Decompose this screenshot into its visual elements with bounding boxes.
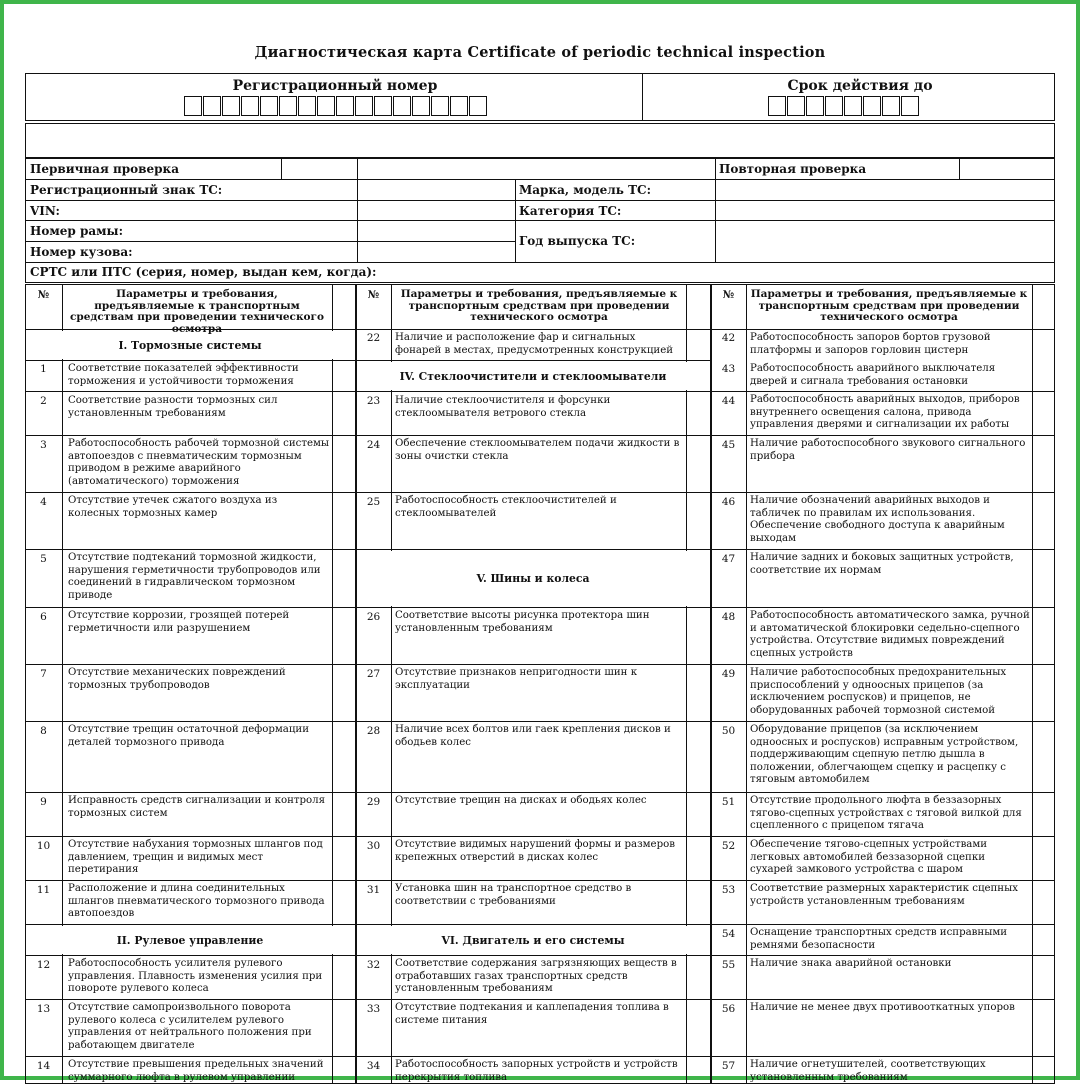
item-number: 49 [721,668,736,680]
item-text: Работоспособность аварийного выключателя дверей и сигнала требования остановки [750,363,996,387]
item-text: Наличие не менее двух противооткатных упоров [750,1002,1015,1013]
item-text: Отсутствие подтеканий тормозной жидкости, нарушения герметичности трубопроводов или соединений в гидравлическом тормозном приводе [68,552,321,601]
item-number: 23 [366,395,381,407]
item-number: 28 [366,725,381,737]
item-number: 5 [40,553,47,565]
item-text: Наличие задних и боковых защитных устройств, соответствие их нормам [750,552,1014,576]
item-number: 54 [721,928,736,940]
item-number: 13 [36,1003,51,1015]
item-number: 30 [366,840,381,852]
col3-params-header: Параметры и требования, предъявляемые к транспортным средствам при проведении технического осмотра [750,288,1028,323]
section-wipers: IV. Стеклоочистители и стеклоомыватели [399,370,667,383]
item-text: Отсутствие продольного люфта в беззазорных тягово-сцепных устройствах с тяговой вилкой для сцепленного с прицепом тягача [750,795,1022,831]
item-text: Оснащение транспортных средств исправными ремнями безопасности [750,927,1008,951]
item-number: 46 [721,496,736,508]
item-text: Работоспособность автоматического замка, ручной и автоматической блокировки седельно-сцепного устройства. Отсутствие видимых повреждений сцепных устройств [750,610,1030,659]
item-number: 11 [36,884,51,896]
item-text: Обеспечение тягово-сцепных устройствами легковых автомобилей беззазорной сцепки сухарей замкового устройства с шаром [750,839,988,875]
item-number: 2 [40,395,47,407]
item-text: Соответствие разности тормозных сил установленным требованиям [68,395,278,419]
item-number: 24 [366,439,381,451]
col1-no-header: № [37,289,50,301]
srts-label: СРТС или ПТС (серия, номер, выдан кем, когда): [30,265,377,279]
item-number: 27 [366,668,381,680]
item-text: Соответствие содержания загрязняющих веществ в отработавших газах транспортных средств установленным требованиям [395,958,677,994]
item-text: Расположение и длина соединительных шлангов пневматического тормозного привода автопоездов [68,883,325,919]
section-steering: II. Рулевое управление [116,934,264,947]
item-number: 7 [40,668,47,680]
item-number: 51 [721,796,736,808]
item-text: Оборудование прицепов (за исключением одноосных и роспусков) исправным устройством, поддерживающим сцепную петлю дышла в положении, облегчающем сцепку и расцепку с тяговым автомобилем [750,724,1019,785]
item-text: Наличие обозначений аварийных выходов и табличек по правилам их использования. Обеспечение свободного доступа к аварийным выходам [750,495,1005,544]
item-text: Отсутствие самопроизвольного поворота рулевого колеса с усилителем рулевого управления от нейтрального положения при работающем двигателе [68,1002,312,1051]
item-text: Отсутствие превышения предельных значений суммарного люфта в рулевом управлении [68,1059,324,1083]
item-text: Наличие работоспособного звукового сигнального прибора [750,438,1026,462]
item-text: Наличие огнетушителей, соответствующих установленным требованиям [750,1059,986,1083]
item-number: 56 [721,1003,736,1015]
item-text: Отсутствие видимых нарушений формы и размеров крепежных отверстий в дисках колес [395,839,675,863]
item-text: Работоспособность запоров бортов грузовой платформы и запоров горловин цистерн [750,332,991,356]
item-text: Обеспечение стеклоомывателем подачи жидкости в зоны очистки стекла [395,438,680,462]
col3-no-header: № [722,289,735,301]
year-label: Год выпуска ТС: [519,234,636,248]
item-text: Наличие стеклоочистителя и форсунки стеклоомывателя ветрового стекла [395,395,611,419]
item-number: 42 [721,332,736,344]
item-number: 52 [721,840,736,852]
col2-no-header: № [367,289,380,301]
item-number: 10 [36,840,51,852]
item-text: Наличие всех болтов или гаек крепления дисков и ободьев колес [395,724,671,748]
make-model-label: Марка, модель ТС: [519,183,651,197]
item-number: 48 [721,611,736,623]
item-number: 34 [366,1060,381,1072]
item-number: 55 [721,959,736,971]
item-text: Работоспособность рабочей тормозной системы автопоездов с пневматическим тормозным приводом в режиме аварийного (автоматического) торможения [68,438,330,487]
item-text: Исправность средств сигнализации и контроля тормозных систем [68,795,326,819]
item-number: 1 [40,363,47,375]
item-text: Отсутствие признаков непригодности шин к эксплуатации [395,667,638,691]
item-text: Отсутствие трещин остаточной деформации деталей тормозного привода [68,724,309,748]
item-number: 3 [40,439,47,451]
item-number: 22 [366,332,381,344]
item-text: Работоспособность усилителя рулевого управления. Плавность изменения усилия при повороте рулевого колеса [68,958,323,994]
item-number: 25 [366,496,381,508]
item-number: 4 [40,496,47,508]
item-text: Соответствие показателей эффективности торможения и устойчивости торможения [68,363,299,387]
vin-label: VIN: [30,204,60,218]
item-number: 29 [366,796,381,808]
item-text: Отсутствие трещин на дисках и ободьях колес [395,795,647,806]
item-number: 12 [36,959,51,971]
item-number: 9 [40,796,47,808]
item-number: 31 [366,884,381,896]
document-title: Диагностическая карта Certificate of periodic technical inspection [254,44,826,61]
item-number: 26 [366,611,381,623]
item-text: Наличие работоспособных предохранительных приспособлений у одноосных прицепов (за исключением роспусков) и прицепов, не оборудованных рабочей тормозной системой [750,667,1007,716]
item-text: Отсутствие коррозии, грозящей потерей герметичности или разрушением [68,610,290,634]
item-number: 33 [366,1003,381,1015]
col1-params-header: Параметры и требования, предъявляемые к транспортным средствам при проведении технического осмотра [70,288,324,335]
item-number: 43 [721,363,736,375]
item-number: 47 [721,553,736,565]
item-number: 8 [40,725,47,737]
item-text: Соответствие размерных характеристик сцепных устройств установленным требованиям [750,883,1018,907]
item-text: Отсутствие подтекания и каплепадения топлива в системе питания [395,1002,669,1026]
reg-number-cells[interactable] [184,96,488,116]
item-text: Установка шин на транспортное средство в соответствии с требованиями [395,883,632,907]
reg-number-label: Регистрационный номер [232,78,438,94]
frame-number-label: Номер рамы: [30,224,124,238]
item-number: 14 [36,1060,51,1072]
blank-row [25,123,1055,158]
item-text: Соответствие высоты рисунка протектора шин установленным требованиям [395,610,650,634]
body-number-label: Номер кузова: [30,245,133,259]
col2-params-header: Параметры и требования, предъявляемые к транспортным средствам при проведении технического осмотра [400,288,678,323]
item-text: Работоспособность аварийных выходов, приборов внутреннего освещения салона, привода управления дверями и сигнализации их работы [750,394,1020,430]
valid-until-label: Срок действия до [787,78,933,94]
item-number: 57 [721,1060,736,1072]
primary-check-label: Первичная проверка [30,162,179,176]
item-number: 45 [721,439,736,451]
item-text: Работоспособность стеклоочистителей и стеклоомывателей [395,495,617,519]
reg-plate-label: Регистрационный знак ТС: [30,183,223,197]
category-label: Категория ТС: [519,204,622,218]
item-text: Отсутствие утечек сжатого воздуха из колесных тормозных камер [68,495,278,519]
section-engine: VI. Двигатель и его системы [441,934,625,947]
section-tires: V. Шины и колеса [476,572,590,585]
valid-until-cells[interactable] [768,96,920,116]
item-text: Наличие и расположение фар и сигнальных фонарей в местах, предусмотренных конструкцией [395,332,674,356]
item-text: Работоспособность запорных устройств и устройств перекрытия топлива [395,1059,678,1083]
item-number: 53 [721,884,736,896]
item-number: 44 [721,395,736,407]
item-text: Наличие знака аварийной остановки [750,958,952,969]
item-number: 32 [366,959,381,971]
item-number: 6 [40,611,47,623]
item-text: Отсутствие набухания тормозных шлангов под давлением, трещин и видимых мест перетирания [68,839,323,875]
repeat-check-label: Повторная проверка [719,162,867,176]
section-brakes: I. Тормозные системы [118,339,262,352]
item-number: 50 [721,725,736,737]
item-text: Отсутствие механических повреждений тормозных трубопроводов [68,667,286,691]
